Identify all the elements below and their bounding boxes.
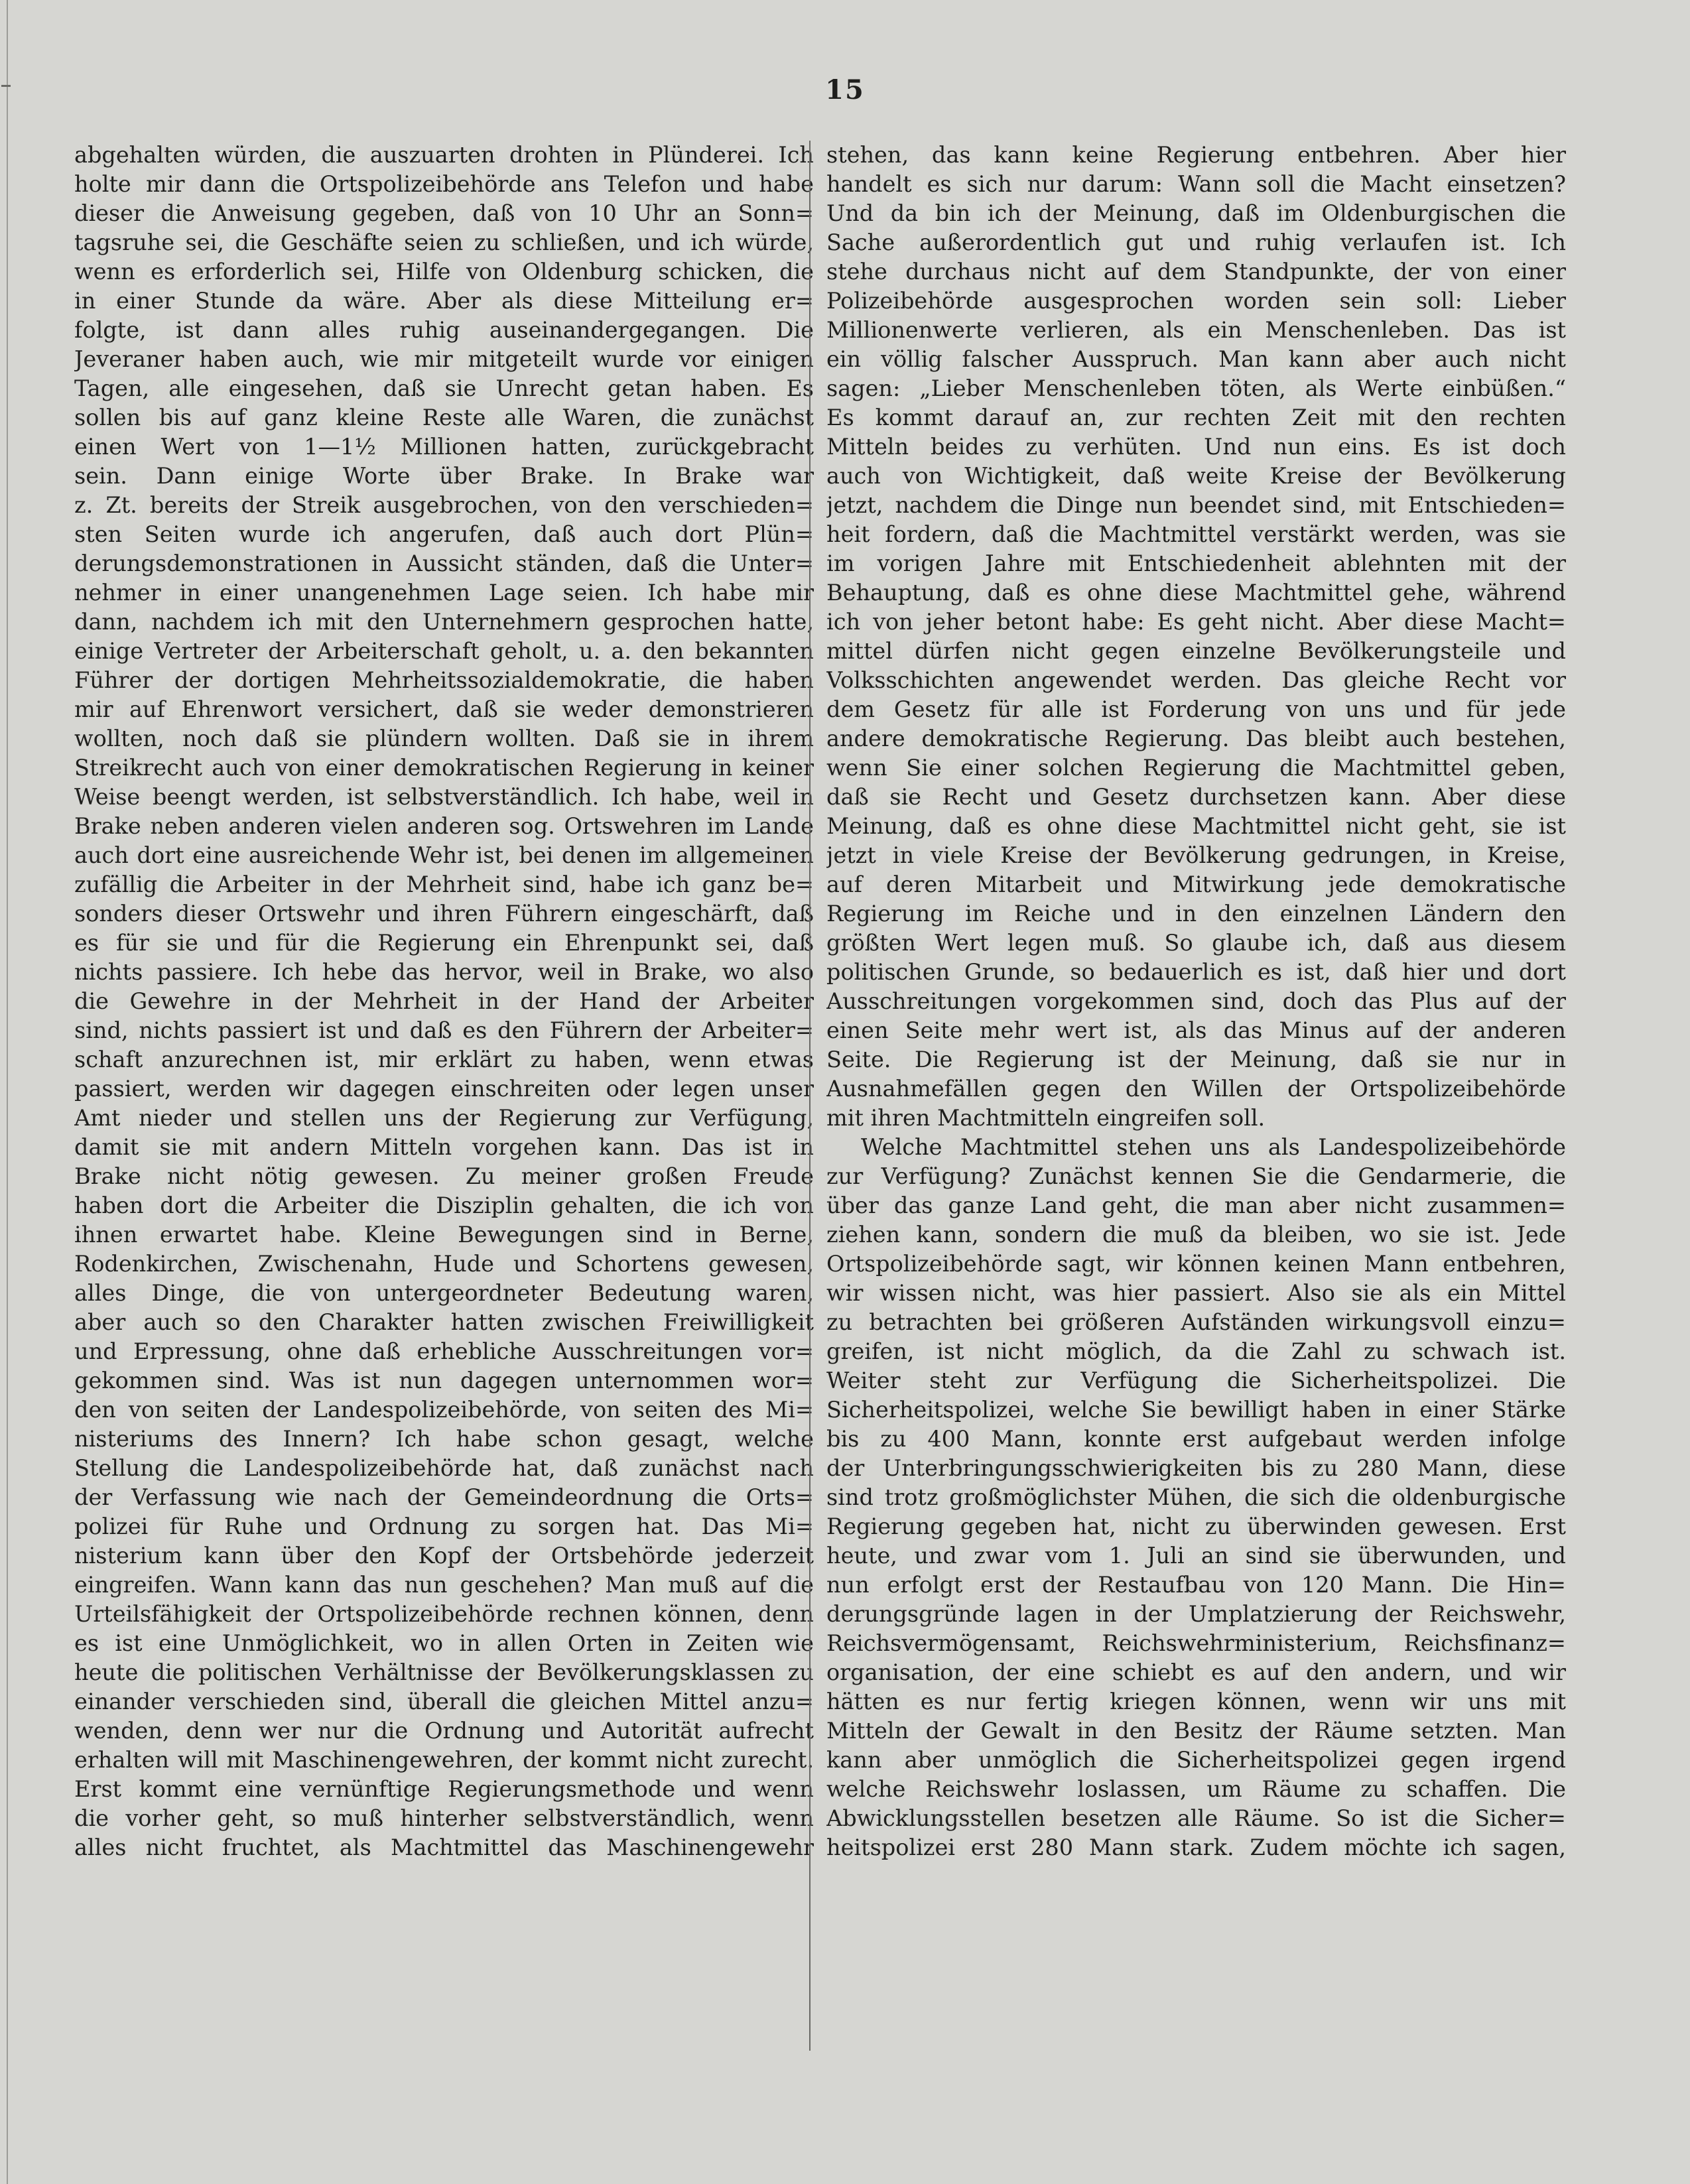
text-line: Behauptung, daß es ohne diese Machtmittel gehe, während: [826, 580, 1566, 606]
text-line: Tagen, alle eingesehen, daß sie Unrecht getan haben. Es: [74, 375, 814, 401]
text-line: greifen, ist nicht möglich, da die Zahl zu schwach ist.: [826, 1338, 1566, 1364]
text-line: Meinung, daß es ohne diese Machtmittel nicht geht, sie ist: [826, 813, 1566, 839]
text-line: Brake nicht nötig gewesen. Zu meiner großen Freude: [74, 1163, 814, 1189]
left-text-column: [74, 141, 814, 1862]
text-line: gekommen sind. Was ist nun dagegen unternommen wor=: [74, 1368, 814, 1393]
text-line: heute die politischen Verhältnisse der Bevölkerungsklassen zu: [74, 1659, 814, 1685]
text-line: wollten, noch daß sie plündern wollten. Daß sie in ihrem: [74, 726, 814, 751]
text-line: organisation, der eine schiebt es auf den andern, und wir: [826, 1659, 1566, 1685]
text-line: wenn es erforderlich sei, Hilfe von Oldenburg schicken, die: [74, 259, 814, 285]
column-divider: [809, 141, 811, 2051]
text-line: die vorher geht, so muß hinterher selbstverständlich, wenn: [74, 1805, 814, 1831]
text-line: nehmer in einer unangenehmen Lage seien. Ich habe mir: [74, 580, 814, 606]
text-line: handelt es sich nur darum: Wann soll die Macht einsetzen?: [826, 171, 1566, 197]
text-line: nun erfolgt erst der Restaufbau von 120 Mann. Die Hin=: [826, 1572, 1566, 1598]
text-line: Rodenkirchen, Zwischenahn, Hude und Schortens gewesen,: [74, 1251, 814, 1277]
text-line: Erst kommt eine vernünftige Regierungsmethode und wenn: [74, 1776, 814, 1802]
text-line: zu betrachten bei größeren Aufständen wirkungsvoll einzu=: [826, 1309, 1566, 1335]
text-line: sonders dieser Ortswehr und ihren Führern eingeschärft, daß: [74, 901, 814, 927]
text-line: Mitteln der Gewalt in den Besitz der Räume setzten. Man: [826, 1718, 1566, 1744]
text-line: größten Wert legen muß. So glaube ich, daß aus diesem: [826, 930, 1566, 956]
text-line: Und da bin ich der Meinung, daß im Oldenburgischen die: [826, 200, 1566, 226]
text-line: wenn Sie einer solchen Regierung die Machtmittel geben,: [826, 755, 1566, 781]
text-line: alles Dinge, die von untergeordneter Bedeutung waren,: [74, 1280, 814, 1306]
text-line: auf deren Mitarbeit und Mitwirkung jede demokratische: [826, 871, 1566, 897]
text-line: bis zu 400 Mann, konnte erst aufgebaut werden infolge: [826, 1426, 1566, 1452]
text-line: der Verfassung wie nach der Gemeindeordnung die Orts=: [74, 1484, 814, 1510]
text-line: ein völlig falscher Ausspruch. Man kann aber auch nicht: [826, 346, 1566, 372]
text-line: kann aber unmöglich die Sicherheitspolizei gegen irgend: [826, 1747, 1566, 1773]
text-line: Stellung die Landespolizeibehörde hat, daß zunächst nach: [74, 1455, 814, 1481]
text-line: nichts passiere. Ich hebe das hervor, weil in Brake, wo also: [74, 959, 814, 985]
text-line: Weise beengt werden, ist selbstverständlich. Ich habe, weil in: [74, 784, 814, 810]
text-line: damit sie mit andern Mitteln vorgehen kann. Das ist in: [74, 1134, 814, 1160]
text-line: Welche Machtmittel stehen uns als Landespolizeibehörde: [861, 1134, 1566, 1160]
text-line: z. Zt. bereits der Streik ausgebrochen, von den verschieden=: [74, 492, 814, 518]
text-line: sind, nichts passiert ist und daß es den Führern der Arbeiter=: [74, 1017, 814, 1043]
text-line: Führer der dortigen Mehrheitssozialdemokratie, die haben: [74, 667, 814, 693]
text-line: Brake neben anderen vielen anderen sog. Ortswehren im Lande: [74, 813, 814, 839]
text-line: Abwicklungsstellen besetzen alle Räume. So ist die Sicher=: [826, 1805, 1566, 1831]
text-line: nisteriums des Innern? Ich habe schon gesagt, welche: [74, 1426, 814, 1452]
text-line: Volksschichten angewendet werden. Das gleiche Recht vor: [826, 667, 1566, 693]
text-line: heitspolizei erst 280 Mann stark. Zudem möchte ich sagen,: [826, 1834, 1566, 1860]
text-line: Reichsvermögensamt, Reichswehrministerium, Reichsfinanz=: [826, 1630, 1566, 1656]
text-line: ziehen kann, sondern die muß da bleiben, wo sie ist. Jede: [826, 1222, 1566, 1248]
right-text-column: [826, 141, 1566, 1862]
text-line: schaft anzurechnen ist, mir erklärt zu haben, wenn etwas: [74, 1047, 814, 1072]
text-line: Jeveraner haben auch, wie mir mitgeteilt wurde vor einigen: [74, 346, 814, 372]
text-line: Amt nieder und stellen uns der Regierung zur Verfügung,: [74, 1105, 814, 1131]
text-line: polizei für Ruhe und Ordnung zu sorgen hat. Das Mi=: [74, 1513, 814, 1539]
text-line: über das ganze Land geht, die man aber nicht zusammen=: [826, 1192, 1566, 1218]
text-line: Regierung im Reiche und in den einzelnen Ländern den: [826, 901, 1566, 927]
text-line: wenden, denn wer nur die Ordnung und Autorität aufrecht: [74, 1718, 814, 1744]
text-line: Urteilsfähigkeit der Ortspolizeibehörde rechnen können, denn: [74, 1601, 814, 1627]
text-line: einen Wert von 1—1½ Millionen hatten, zurückgebracht: [74, 434, 814, 460]
text-line: stehen, das kann keine Regierung entbehren. Aber hier: [826, 142, 1566, 168]
text-line: Mitteln beides zu verhüten. Und nun eins. Es ist doch: [826, 434, 1566, 460]
text-line: zur Verfügung? Zunächst kennen Sie die Gendarmerie, die: [826, 1163, 1566, 1189]
text-line: dem Gesetz für alle ist Forderung von uns und für jede: [826, 696, 1566, 722]
text-line: tagsruhe sei, die Geschäfte seien zu schließen, und ich würde,: [74, 229, 814, 255]
text-line: mit ihren Machtmitteln eingreifen soll.: [826, 1105, 1266, 1131]
text-line: es für sie und für die Regierung ein Ehrenpunkt sei, daß: [74, 930, 814, 956]
text-line: zufällig die Arbeiter in der Mehrheit sind, habe ich ganz be=: [74, 871, 814, 897]
text-line: einige Vertreter der Arbeiterschaft geholt, u. a. den bekannten: [74, 638, 814, 664]
text-line: dieser die Anweisung gegeben, daß von 10 Uhr an Sonn=: [74, 200, 814, 226]
text-line: haben dort die Arbeiter die Disziplin gehalten, die ich von: [74, 1192, 814, 1218]
text-line: ihnen erwartet habe. Kleine Bewegungen sind in Berne,: [74, 1222, 814, 1248]
text-line: Sicherheitspolizei, welche Sie bewilligt haben in einer Stärke: [826, 1397, 1566, 1423]
page-number: 15: [825, 74, 865, 105]
text-line: ich von jeher betont habe: Es geht nicht. Aber diese Macht=: [826, 609, 1566, 635]
text-line: eingreifen. Wann kann das nun geschehen? Man muß auf die: [74, 1572, 814, 1598]
text-line: jetzt, nachdem die Dinge nun beendet sind, mit Entschieden=: [826, 492, 1566, 518]
text-line: einen Seite mehr wert ist, als das Minus auf der anderen: [826, 1017, 1566, 1043]
text-line: sten Seiten wurde ich angerufen, daß auch dort Plün=: [74, 521, 814, 547]
text-line: einander verschieden sind, überall die gleichen Mittel anzu=: [74, 1689, 814, 1714]
text-line: politischen Grunde, so bedauerlich es ist, daß hier und dort: [826, 959, 1566, 985]
text-line: sein. Dann einige Worte über Brake. In Brake war: [74, 463, 814, 489]
text-line: passiert, werden wir dagegen einschreiten oder legen unser: [74, 1076, 814, 1102]
text-line: den von seiten der Landespolizeibehörde, von seiten des Mi=: [74, 1397, 814, 1423]
text-line: auch dort eine ausreichende Wehr ist, bei denen im allgemeinen: [74, 842, 814, 868]
text-line: stehe durchaus nicht auf dem Standpunkte, der von einer: [826, 259, 1566, 285]
text-line: alles nicht fruchtet, als Machtmittel das Maschinengewehr: [74, 1834, 814, 1860]
text-line: in einer Stunde da wäre. Aber als diese Mitteilung er=: [74, 288, 814, 314]
text-line: es ist eine Unmöglichkeit, wo in allen Orten in Zeiten wie: [74, 1630, 814, 1656]
binding-mark: [1, 85, 11, 87]
text-line: andere demokratische Regierung. Das bleibt auch bestehen,: [826, 726, 1566, 751]
text-line: Regierung gegeben hat, nicht zu überwinden gewesen. Erst: [826, 1513, 1566, 1539]
text-line: Polizeibehörde ausgesprochen worden sein soll: Lieber: [826, 288, 1566, 314]
text-line: welche Reichswehr loslassen, um Räume zu schaffen. Die: [826, 1776, 1566, 1802]
text-line: der Unterbringungsschwierigkeiten bis zu 280 Mann, diese: [826, 1455, 1566, 1481]
text-line: folgte, ist dann alles ruhig auseinandergegangen. Die: [74, 317, 814, 343]
text-line: mir auf Ehrenwort versichert, daß sie weder demonstrieren: [74, 696, 814, 722]
text-line: Ausnahmefällen gegen den Willen der Ortspolizeibehörde: [826, 1076, 1566, 1102]
text-line: mittel dürfen nicht gegen einzelne Bevölkerungsteile und: [826, 638, 1566, 664]
text-line: im vorigen Jahre mit Entschiedenheit ablehnten mit der: [826, 550, 1566, 576]
text-line: Sache außerordentlich gut und ruhig verlaufen ist. Ich: [826, 229, 1566, 255]
text-line: derungsdemonstrationen in Aussicht ständen, daß die Unter=: [74, 550, 814, 576]
text-line: derungsgründe lagen in der Umplatzierung der Reichswehr,: [826, 1601, 1566, 1627]
text-line: Millionenwerte verlieren, als ein Menschenleben. Das ist: [826, 317, 1566, 343]
text-line: wir wissen nicht, was hier passiert. Also sie als ein Mittel: [826, 1280, 1566, 1306]
text-line: nisterium kann über den Kopf der Ortsbehörde jederzeit: [74, 1543, 814, 1569]
text-line: Weiter steht zur Verfügung die Sicherheitspolizei. Die: [826, 1368, 1566, 1393]
text-line: Streikrecht auch von einer demokratischen Regierung in keiner: [74, 755, 814, 781]
text-line: aber auch so den Charakter hatten zwischen Freiwilligkeit: [74, 1309, 814, 1335]
text-line: sind trotz großmöglichster Mühen, die sich die oldenburgische: [826, 1484, 1566, 1510]
text-line: auch von Wichtigkeit, daß weite Kreise der Bevölkerung: [826, 463, 1566, 489]
text-line: holte mir dann die Ortspolizeibehörde ans Telefon und habe: [74, 171, 814, 197]
text-line: dann, nachdem ich mit den Unternehmern gesprochen hatte,: [74, 609, 814, 635]
text-line: abgehalten würden, die auszuarten drohten in Plünderei. Ich: [74, 142, 814, 168]
text-line: und Erpressung, ohne daß erhebliche Ausschreitungen vor=: [74, 1338, 814, 1364]
binding-edge: [7, 0, 8, 2184]
text-line: die Gewehre in der Mehrheit in der Hand der Arbeiter: [74, 988, 814, 1014]
text-line: heit fordern, daß die Machtmittel verstärkt werden, was sie: [826, 521, 1566, 547]
text-line: erhalten will mit Maschinengewehren, der kommt nicht zurecht.: [74, 1747, 814, 1773]
text-line: hätten es nur fertig kriegen können, wenn wir uns mit: [826, 1689, 1566, 1714]
text-line: jetzt in viele Kreise der Bevölkerung gedrungen, in Kreise,: [826, 842, 1566, 868]
text-line: sagen: „Lieber Menschenleben töten, als Werte einbüßen.“: [826, 375, 1566, 401]
text-line: Ausschreitungen vorgekommen sind, doch das Plus auf der: [826, 988, 1566, 1014]
text-line: sollen bis auf ganz kleine Reste alle Waren, die zunächst: [74, 405, 814, 430]
text-line: Seite. Die Regierung ist der Meinung, daß sie nur in: [826, 1047, 1566, 1072]
text-line: Ortspolizeibehörde sagt, wir können keinen Mann entbehren,: [826, 1251, 1566, 1277]
text-line: daß sie Recht und Gesetz durchsetzen kann. Aber diese: [826, 784, 1566, 810]
text-line: heute, und zwar vom 1. Juli an sind sie überwunden, und: [826, 1543, 1566, 1569]
text-line: Es kommt darauf an, zur rechten Zeit mit den rechten: [826, 405, 1566, 430]
